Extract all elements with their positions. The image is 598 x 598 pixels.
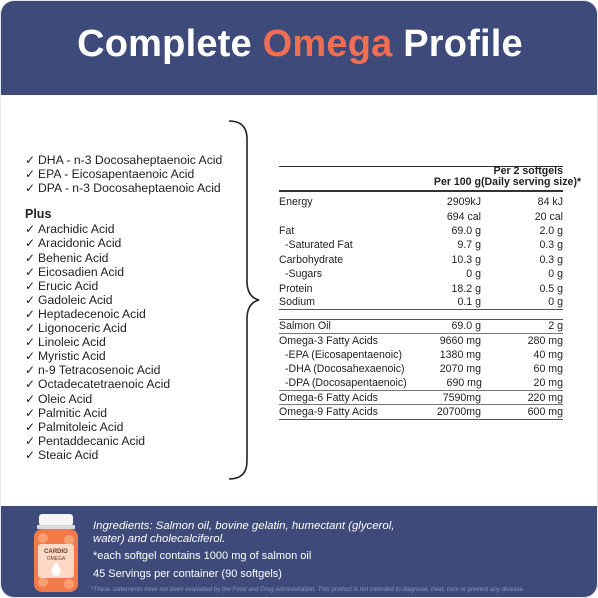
svg-text:OMEGA: OMEGA bbox=[46, 556, 66, 562]
row-per100: 20700mg bbox=[436, 406, 481, 419]
row-label: -DPA (Docosapentaenoic) bbox=[285, 377, 407, 390]
check-icon: ✓ bbox=[25, 292, 36, 307]
check-icon: ✓ bbox=[25, 391, 36, 406]
table-row bbox=[279, 195, 563, 209]
list-item bbox=[25, 363, 240, 377]
list-item bbox=[25, 377, 240, 391]
plus-heading: Plus bbox=[25, 207, 52, 222]
list-item-label: Eicosadien Acid bbox=[38, 264, 125, 279]
footer-banner bbox=[1, 506, 598, 598]
row-serving: 40 mg bbox=[533, 349, 563, 362]
check-icon: ✓ bbox=[25, 264, 36, 279]
check-icon: ✓ bbox=[25, 447, 36, 462]
row-per100: 0 g bbox=[466, 268, 481, 281]
curly-brace-icon bbox=[227, 119, 261, 481]
row-serving: 2 g bbox=[548, 320, 563, 333]
check-icon: ✓ bbox=[25, 433, 36, 448]
list-item bbox=[25, 349, 240, 363]
list-item-label: Pentaddecanic Acid bbox=[38, 433, 146, 448]
nutrition-table bbox=[279, 165, 582, 420]
table-row bbox=[279, 224, 563, 238]
row-serving: 0.3 g bbox=[539, 239, 563, 252]
check-icon: ✓ bbox=[25, 278, 36, 293]
title-accent: Omega bbox=[262, 23, 393, 65]
check-icon: ✓ bbox=[25, 363, 36, 378]
list-item-label: Linoleic Acid bbox=[38, 335, 106, 350]
header-serving-line1: Per 2 softgels bbox=[493, 165, 563, 177]
list-item bbox=[25, 392, 240, 406]
list-item-label: Palmitoleic Acid bbox=[38, 419, 124, 434]
servings-note: 45 Servings per container (90 softgels) bbox=[93, 568, 282, 580]
list-item bbox=[25, 434, 240, 448]
table-header bbox=[279, 165, 582, 192]
list-item bbox=[25, 448, 240, 462]
list-item bbox=[25, 167, 240, 181]
row-serving: 2.0 g bbox=[539, 224, 563, 237]
list-item bbox=[25, 153, 240, 167]
check-icon: ✓ bbox=[25, 306, 36, 321]
supplement-bottle-icon bbox=[31, 512, 81, 594]
row-serving: 60 mg bbox=[533, 363, 563, 376]
list-item bbox=[25, 420, 240, 434]
row-per100: 2909kJ bbox=[446, 196, 481, 209]
row-serving: 0 g bbox=[548, 296, 563, 309]
list-item bbox=[25, 236, 240, 250]
list-item-label: Behenic Acid bbox=[38, 250, 109, 265]
check-icon: ✓ bbox=[25, 222, 36, 237]
row-per100: 7590mg bbox=[442, 391, 481, 404]
table-row bbox=[279, 238, 563, 252]
list-item-label: EPA - Eicosapentaenoic Acid bbox=[38, 167, 195, 182]
row-label: Carbohydrate bbox=[279, 253, 344, 266]
check-icon: ✓ bbox=[25, 377, 36, 392]
row-per100: 1380 mg bbox=[439, 349, 481, 362]
table-row bbox=[279, 362, 563, 376]
row-per100: 0.1 g bbox=[457, 296, 481, 309]
list-item bbox=[25, 335, 240, 349]
row-serving: 20 mg bbox=[533, 377, 563, 390]
list-item bbox=[25, 181, 240, 195]
list-item-label: Heptadecenoic Acid bbox=[38, 306, 146, 321]
softgel-note: *each softgel contains 1000 mg of salmon oil bbox=[93, 550, 312, 562]
list-item-label: Ligonoceric Acid bbox=[38, 321, 127, 336]
check-icon: ✓ bbox=[25, 181, 36, 196]
list-item-label: Palmitic Acid bbox=[38, 405, 108, 420]
row-serving: 0 g bbox=[548, 268, 563, 281]
fatty-acid-list bbox=[25, 153, 240, 462]
row-per100: 694 cal bbox=[446, 210, 481, 223]
row-per100: 69.0 g bbox=[451, 320, 481, 333]
table-row bbox=[279, 319, 563, 333]
check-icon: ✓ bbox=[25, 153, 36, 167]
list-item-label: Gadoleic Acid bbox=[38, 292, 113, 307]
list-item-label: Oleic Acid bbox=[38, 391, 93, 406]
list-item bbox=[25, 293, 240, 307]
table-row bbox=[279, 348, 563, 362]
row-serving: 20 cal bbox=[534, 210, 563, 223]
list-item-label: Octadecatetraenoic Acid bbox=[38, 377, 171, 392]
list-item bbox=[25, 251, 240, 265]
check-icon: ✓ bbox=[25, 167, 36, 182]
spacer bbox=[25, 195, 240, 207]
title-banner bbox=[1, 1, 598, 95]
row-serving: 0.3 g bbox=[539, 253, 563, 266]
list-item-label: Arachidic Acid bbox=[38, 222, 115, 237]
check-icon: ✓ bbox=[25, 321, 36, 336]
row-label: -DHA (Docosahexaenoic) bbox=[285, 363, 405, 376]
table-row bbox=[279, 296, 563, 310]
ingredients-text: Ingredients: Salmon oil, bovine gelatin, humectant (glycerol, water) and cholecalciferol. bbox=[93, 520, 395, 545]
table-row bbox=[279, 253, 563, 267]
oil-rows bbox=[279, 319, 563, 420]
row-label: Omega-3 Fatty Acids bbox=[279, 334, 378, 347]
header-per100: Per 100 g bbox=[433, 176, 481, 188]
header-serving bbox=[481, 165, 582, 188]
row-serving: 600 mg bbox=[527, 406, 563, 419]
list-item bbox=[25, 406, 240, 420]
row-label: Omega-9 Fatty Acids bbox=[279, 406, 378, 419]
list-item bbox=[25, 279, 240, 293]
row-label: Sodium bbox=[279, 296, 315, 309]
row-per100: 18.2 g bbox=[451, 282, 481, 295]
row-label: -Sugars bbox=[285, 268, 323, 281]
list-item bbox=[25, 307, 240, 321]
row-label: Salmon Oil bbox=[279, 320, 331, 333]
row-serving: 280 mg bbox=[527, 334, 563, 347]
nutrient-rows bbox=[279, 195, 563, 310]
table-row bbox=[279, 281, 563, 295]
row-per100: 9660 mg bbox=[439, 334, 481, 347]
row-per100: 9.7 g bbox=[457, 239, 481, 252]
row-per100: 690 mg bbox=[446, 377, 482, 390]
page-title bbox=[1, 23, 598, 66]
row-label: Fat bbox=[279, 224, 295, 237]
check-icon: ✓ bbox=[25, 335, 36, 350]
list-item-label: n-9 Tetracosenoic Acid bbox=[38, 363, 161, 378]
list-item-label: Erucic Acid bbox=[38, 278, 99, 293]
row-per100: 2070 mg bbox=[439, 363, 481, 376]
list-item-label: Myristic Acid bbox=[38, 349, 106, 364]
list-item bbox=[25, 321, 240, 335]
table-row bbox=[279, 391, 563, 405]
row-serving: 220 mg bbox=[527, 391, 563, 404]
plus-list bbox=[25, 222, 240, 462]
list-item-label: DPA - n-3 Docosaheptaenoic Acid bbox=[38, 181, 221, 196]
list-item bbox=[25, 265, 240, 279]
row-serving: 0.5 g bbox=[539, 282, 563, 295]
row-label: Omega-6 Fatty Acids bbox=[279, 391, 378, 404]
title-part-1: Complete bbox=[77, 23, 263, 65]
check-icon: ✓ bbox=[25, 405, 36, 420]
row-label: Energy bbox=[279, 196, 313, 209]
svg-text:CARDIO: CARDIO bbox=[44, 549, 68, 555]
table-row bbox=[279, 377, 563, 391]
row-serving: 84 kJ bbox=[537, 196, 563, 209]
list-item bbox=[25, 222, 240, 236]
table-row bbox=[279, 267, 563, 281]
list-item-label: DHA - n-3 Docosaheptaenoic Acid bbox=[38, 153, 223, 167]
check-icon: ✓ bbox=[25, 349, 36, 364]
list-item-label: Aracidonic Acid bbox=[38, 236, 122, 251]
table-row bbox=[279, 334, 563, 348]
row-per100: 69.0 g bbox=[451, 224, 481, 237]
header-serving-line2: (Daily serving size)* bbox=[481, 176, 582, 188]
row-label: -EPA (Eicosapentaenoic) bbox=[285, 349, 402, 362]
check-icon: ✓ bbox=[25, 419, 36, 434]
row-label: -Saturated Fat bbox=[285, 239, 353, 252]
table-row bbox=[279, 209, 563, 223]
check-icon: ✓ bbox=[25, 250, 36, 265]
check-icon: ✓ bbox=[25, 236, 36, 251]
title-part-2: Profile bbox=[392, 23, 523, 65]
list-item-label: Steaic Acid bbox=[38, 447, 99, 462]
row-label: Protein bbox=[279, 282, 313, 295]
row-per100: 10.3 g bbox=[451, 253, 481, 266]
fda-disclaimer: *These statements have not been evaluated by the Food and Drug Administration. This product is not intended to diagnose, treat, cure or prevent any disease. bbox=[91, 586, 525, 593]
table-row bbox=[279, 405, 563, 419]
